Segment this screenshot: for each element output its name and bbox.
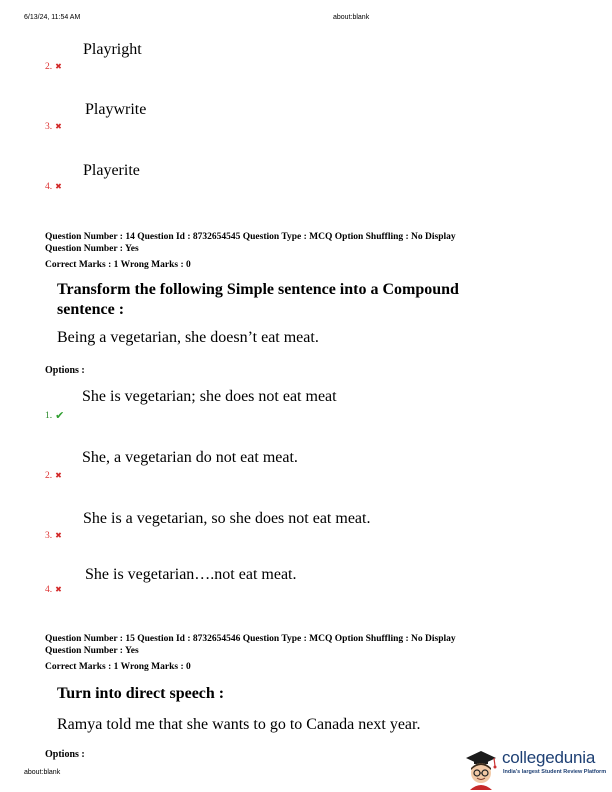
print-timestamp: 6/13/24, 11:54 AM — [24, 14, 81, 21]
logo-name: collegedunia — [502, 748, 596, 767]
wrong-mark-icon: ✖ — [55, 531, 62, 540]
option-text: Playright — [83, 41, 142, 58]
option-text: She is vegetarian; she does not eat meat — [82, 388, 337, 405]
question-meta: Question Number : 14 Question Id : 8732654545 Question Type : MCQ Option Shuffling : No Display — [45, 232, 456, 242]
option-text: She is a vegetarian, so she does not eat meat. — [83, 510, 371, 527]
option-number: 3. ✖ — [45, 531, 62, 541]
wrong-mark-icon: ✖ — [55, 62, 62, 71]
wrong-mark-icon: ✖ — [55, 585, 62, 594]
question-text: Transform the following Simple sentence into a Compound — [57, 281, 459, 298]
question-marks: Correct Marks : 1 Wrong Marks : 0 — [45, 260, 191, 270]
option-number: 4. ✖ — [45, 585, 62, 595]
wrong-mark-icon: ✖ — [55, 182, 62, 191]
mascot-icon — [462, 746, 500, 790]
wrong-mark-icon: ✖ — [55, 122, 62, 131]
option-text: Playerite — [83, 162, 140, 179]
logo-tagline: India's largest Student Review Platform — [503, 769, 607, 775]
collegedunia-logo — [462, 744, 612, 792]
options-label: Options : — [45, 749, 85, 760]
correct-check-icon: ✔ — [55, 409, 65, 422]
print-url: about:blank — [333, 14, 370, 21]
question-marks: Correct Marks : 1 Wrong Marks : 0 — [45, 662, 191, 672]
option-number: 2. ✖ — [45, 471, 62, 481]
question-text: Turn into direct speech : — [57, 685, 225, 702]
option-number: 2. ✖ — [45, 62, 62, 72]
question-sentence: Being a vegetarian, she doesn’t eat meat. — [57, 329, 319, 346]
options-label: Options : — [45, 365, 85, 376]
question-text: sentence : — [57, 301, 125, 318]
question-sentence: Ramya told me that she wants to go to Canada next year. — [57, 716, 421, 733]
option-number: 1. ✔ — [45, 409, 65, 422]
question-meta: Question Number : 15 Question Id : 8732654546 Question Type : MCQ Option Shuffling : No Display — [45, 634, 456, 644]
question-meta: Question Number : Yes — [45, 244, 139, 254]
print-footer-url: about:blank — [24, 769, 61, 776]
option-text: She, a vegetarian do not eat meat. — [82, 449, 298, 466]
wrong-mark-icon: ✖ — [55, 471, 62, 480]
option-number: 4. ✖ — [45, 182, 62, 192]
option-number: 3. ✖ — [45, 122, 62, 132]
option-text: Playwrite — [85, 101, 147, 118]
option-text: She is vegetarian….not eat meat. — [85, 566, 297, 583]
question-meta: Question Number : Yes — [45, 646, 139, 656]
